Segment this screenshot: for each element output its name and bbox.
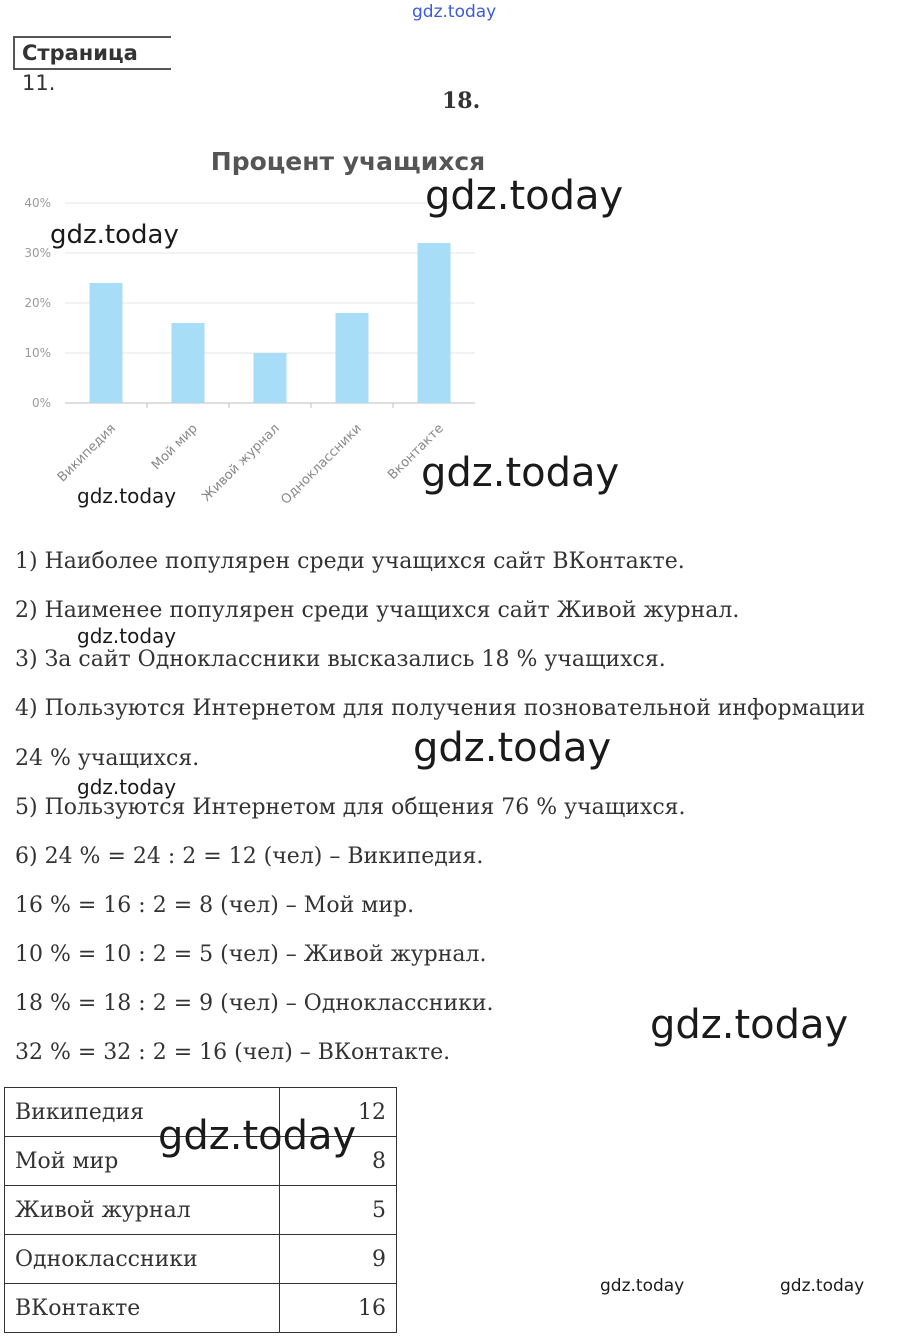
watermark: gdz.today	[50, 220, 179, 250]
x-tick-label: Вконтакте	[385, 421, 447, 483]
calculation-line: 16 % = 16 : 2 = 8 (чел) – Мой мир.	[15, 893, 415, 918]
table-cell-site: ВКонтакте	[5, 1284, 280, 1333]
statement-1: 1) Наиболее популярен среди учащихся сайт ВКонтакте.	[15, 549, 685, 574]
y-tick-label: 30%	[24, 246, 51, 260]
y-tick-label: 20%	[24, 296, 51, 310]
x-tick-label: Одноклассники	[278, 421, 365, 508]
watermark: gdz.today	[413, 725, 612, 771]
x-tick-label: Мой мир	[149, 421, 201, 474]
table-cell-count: 12	[280, 1088, 397, 1137]
calculation-line: 32 % = 32 : 2 = 16 (чел) – ВКонтакте.	[15, 1040, 451, 1065]
chart-y-axis	[24, 196, 51, 410]
x-tick-label: Живой журнал	[199, 421, 283, 505]
bar	[254, 353, 287, 403]
page-label-word: Страница	[22, 41, 138, 65]
table-row	[5, 1235, 397, 1284]
page-label	[13, 36, 171, 95]
table-cell-site: Одноклассники	[5, 1235, 280, 1284]
bar	[418, 243, 451, 403]
bar	[90, 283, 123, 403]
bar	[172, 323, 205, 403]
y-tick-label: 0%	[31, 396, 51, 410]
table-cell-site: Википедия	[5, 1088, 280, 1137]
watermark: gdz.today	[77, 775, 177, 799]
table-row	[5, 1186, 397, 1235]
bar	[336, 313, 369, 403]
statement-3: 3) За сайт Одноклассники высказались 18 % учащихся.	[15, 647, 666, 672]
chart-bars	[90, 243, 451, 403]
calculation-line: 18 % = 18 : 2 = 9 (чел) – Одноклассники.	[15, 991, 494, 1016]
table-cell-site: Мой мир	[5, 1137, 280, 1186]
table-cell-count: 5	[280, 1186, 397, 1235]
watermark-top: gdz.today	[412, 2, 497, 22]
statement-4-continued: 24 % учащихся.	[15, 746, 200, 771]
page-label-number: 11.	[22, 71, 56, 95]
watermark: gdz.today	[425, 173, 624, 219]
watermark: gdz.today	[158, 1113, 357, 1159]
chart-title: Процент учащихся	[210, 147, 486, 176]
table-cell-site: Живой журнал	[5, 1186, 280, 1235]
watermark: gdz.today	[77, 624, 177, 648]
calculation-line: 6) 24 % = 24 : 2 = 12 (чел) – Википедия.	[15, 844, 484, 869]
calculation-line: 10 % = 10 : 2 = 5 (чел) – Живой журнал.	[15, 942, 487, 967]
x-tick-label: Википедия	[54, 421, 119, 486]
statement-5: 5) Пользуются Интернетом для общения 76 % учащихся.	[15, 795, 686, 820]
task-number: 18.	[442, 88, 481, 114]
y-tick-label: 40%	[24, 196, 51, 210]
y-tick-label: 10%	[24, 346, 51, 360]
statement-2: 2) Наименее популярен среди учащихся сайт Живой журнал.	[15, 598, 740, 623]
watermark: gdz.today	[600, 1276, 685, 1296]
watermark: gdz.today	[421, 450, 620, 496]
table-cell-count: 16	[280, 1284, 397, 1333]
watermark: gdz.today	[77, 484, 177, 508]
table-cell-count: 8	[280, 1137, 397, 1186]
table-cell-count: 9	[280, 1235, 397, 1284]
statement-4: 4) Пользуются Интернетом для получения позновательной информации	[15, 696, 866, 721]
watermark: gdz.today	[650, 1002, 849, 1048]
table-row	[5, 1284, 397, 1333]
watermark: gdz.today	[780, 1276, 865, 1296]
